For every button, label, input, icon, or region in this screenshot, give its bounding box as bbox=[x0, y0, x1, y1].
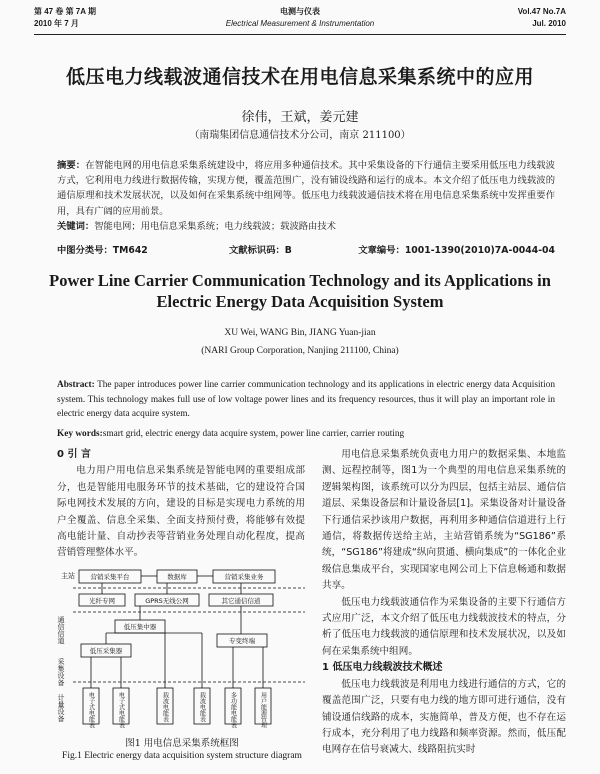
label-meter-4: 载波电能表 bbox=[198, 692, 206, 722]
keywords-zh-text: 智能电网；用电信息采集系统；电力线载波；载波路由技术 bbox=[94, 220, 336, 232]
affiliation-zh: （南瑞集团信息通信技术分公司，南京 211100） bbox=[189, 130, 411, 141]
section-heading-1: 1 低压电力线载波技术概述 bbox=[322, 662, 443, 674]
label-meter-2: 电子式电能表 bbox=[117, 692, 125, 728]
label-marketing-service: 营销采集业务 bbox=[224, 573, 264, 581]
label-meter-5: 多功能电能表 bbox=[229, 692, 237, 728]
abstract-en-text: The paper introduces power line carrier communication technology and its applications in electric energy data Acquisition system. This technology makes full use of low voltage power lines and its frequency resources, thus it will play an important role in electric energy data acquire system. bbox=[57, 380, 555, 420]
article-number: 文章编号：1001-1390(2010)7A-0044-04 bbox=[358, 245, 555, 256]
side-label-channel: 通信信道 bbox=[57, 616, 65, 644]
abstract-zh-label: 摘要： bbox=[57, 160, 86, 171]
keywords-en-label: Key words: bbox=[57, 429, 103, 439]
document-code: 文献标识码：B bbox=[229, 245, 292, 256]
paragraph: 电力用户用电信息采集系统是智能电网的重要组成部分，也是智能用电服务环节的技术基础，它的建设符合国际电网技术发展的方向，建设的目标是实现电力系统的用户全覆盖、信息全采集、全面支持预付费，将能够有效提高电能计量、自动抄表等营销业务处理自动化程度，提高营销管理整体水平。 bbox=[57, 465, 305, 559]
authors-zh: 徐伟，王斌，姜元建 bbox=[241, 110, 359, 125]
label-concentrator: 低压集中器 bbox=[123, 623, 157, 631]
clc-number: 中图分类号：TM642 bbox=[57, 245, 148, 256]
label-fiber: 光纤专网 bbox=[89, 597, 115, 605]
figure-caption-zh: 图1 用电信息采集系统框图 bbox=[125, 738, 239, 749]
label-special-terminal: 专变终端 bbox=[229, 637, 255, 645]
keywords-en-text: smart grid, electric energy data acquire system, power line carrier, carrier routing bbox=[102, 429, 405, 439]
abstract-zh bbox=[57, 158, 555, 234]
paragraph: 低压电力线载波是利用电力线进行通信的方式，它的覆盖范围广泛，只要有电力线的地方即可进行通信，没有铺设通信线路的成本，实施简单，普及方便，也不存在运行成本，充分利用了电力线路和频率资源。然而，低压配电网存在信号衰减大、线路阻抗实时 bbox=[322, 678, 566, 756]
abstract-zh-text: 在智能电网的用电信息采集系统建设中，将应用多种通信技术。其中采集设备的下行通信主要采用低压电力线载波方式，它利用电力线进行数据传输，实现方便，覆盖范围广，没有铺设线路和运行的成本。本文介绍了低压电力线载波的通信原理和技术发展状况，以及如何在采集系统中组网等。低压电力线载波通信技术将在用电信息采集系统中发挥重要作用，具有广阔的应用前景。 bbox=[57, 160, 555, 217]
header-rule bbox=[34, 34, 566, 35]
label-gprs: GPRS无线公网 bbox=[145, 597, 189, 605]
keywords-zh-label: 关键词： bbox=[57, 220, 95, 232]
abstract-en bbox=[57, 378, 555, 422]
figure-caption-en: Fig.1 Electric energy data acquisition system structure diagram bbox=[62, 751, 302, 761]
label-database: 数据库 bbox=[167, 573, 187, 581]
header-right: Vol.47 No.7A Jul. 2010 bbox=[517, 7, 566, 28]
classification-row bbox=[57, 242, 555, 256]
keywords-en bbox=[57, 429, 555, 439]
paragraph: 低压电力线载波通信作为采集设备的主要下行通信方式应用广泛，本文介绍了低压电力线载波技术的特点，分析了低压电力线载波的通信原理和技术发展状况，以及如何在采集系统中组网。 bbox=[322, 596, 566, 657]
side-label-meter: 计量设备 bbox=[57, 694, 65, 722]
label-marketing-platform: 营销采集平台 bbox=[90, 573, 130, 581]
authors-en: XU Wei, WANG Bin, JIANG Yuan-jian bbox=[224, 328, 376, 338]
header-left: 第 47 卷 第 7A 期 2010 年 7 月 bbox=[34, 7, 96, 28]
body-right-column bbox=[322, 447, 566, 759]
abstract-en-label: Abstract: bbox=[57, 380, 95, 390]
body-left-column bbox=[57, 447, 305, 562]
label-meter-6: 用户能源管理 bbox=[259, 692, 267, 728]
header-center: 电测与仪表 Electrical Measurement & Instrumentation bbox=[225, 7, 375, 28]
side-label-master: 主站 bbox=[61, 572, 75, 580]
page-title-en: Power Line Carrier Communication Technology and its Applications in Electric Energy Data Acquisition System bbox=[49, 271, 551, 311]
system-diagram bbox=[57, 564, 307, 734]
figure-1 bbox=[57, 564, 307, 734]
label-other-channel: 其它通信信道 bbox=[221, 597, 261, 605]
label-meter-3: 载波电能表 bbox=[161, 692, 169, 722]
running-header bbox=[34, 6, 566, 32]
side-label-collect: 采集设备 bbox=[57, 658, 65, 686]
section-heading-intro: 0 引 言 bbox=[57, 449, 91, 460]
paragraph: 用电信息采集系统负责电力用户的数据采集、本地监测、远程控制等，图1为一个典型的用电信息采集系统的逻辑架构图，该系统可以分为四层，包括主站层、通信信道层、采集设备层和计量设备层[1]。采集设备对计量设备下行通信采抄该用户数据，再利用多种通信信道进行上行通信，将数据传送给主站，主站营销系统为“SG186”系统，“SG186”将建成“纵向贯通、横向集成”的一体化企业级信息集成平台，实现国家电网公司上下信息畅通和数据共享。 bbox=[322, 449, 566, 592]
label-meter-1: 电子式电能表 bbox=[87, 692, 95, 728]
affiliation-en: (NARI Group Corporation, Nanjing 211100, China) bbox=[201, 346, 399, 356]
page-title-zh: 低压电力线载波通信技术在用电信息采集系统中的应用 bbox=[65, 66, 534, 88]
label-collector: 低压采集器 bbox=[89, 647, 123, 655]
